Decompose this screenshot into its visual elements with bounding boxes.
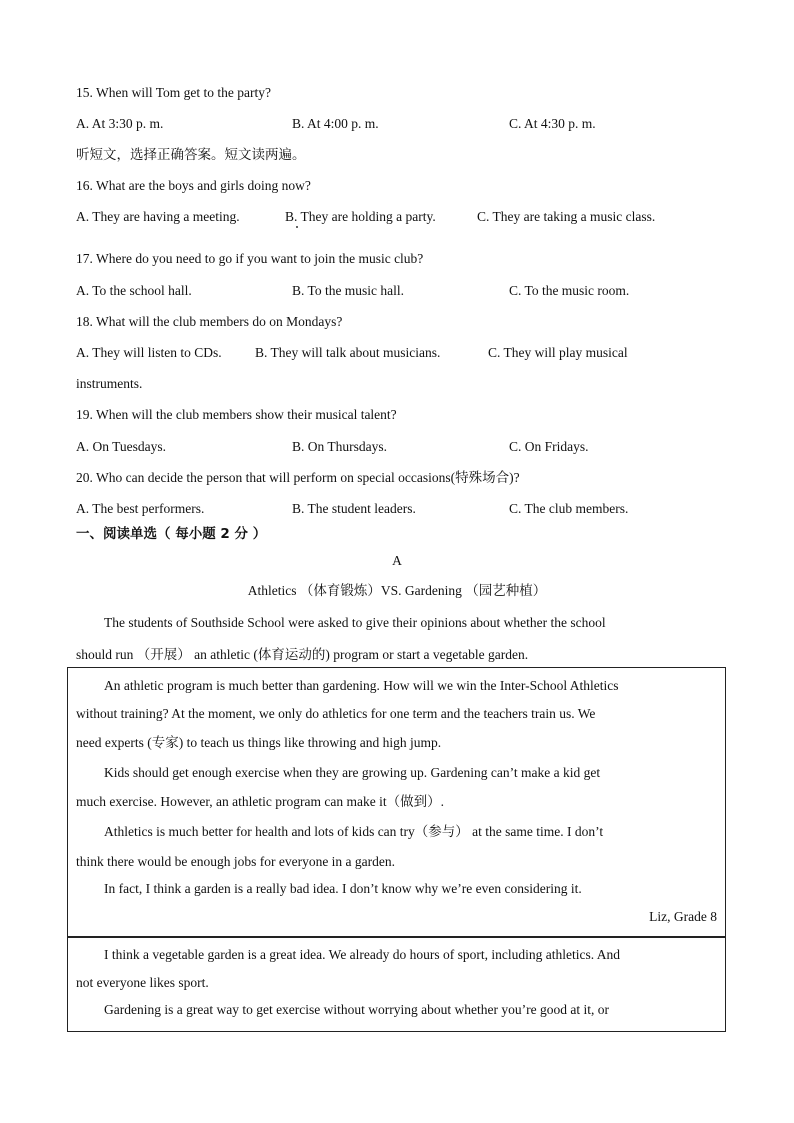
second-line-3: Gardening is a great way to get exercise without worrying about whether you’re good at it, or [104,1002,609,1017]
second-line-2: not everyone likes sport. [76,975,209,990]
q15-option-a: A. At 3:30 p. m. [76,116,164,131]
q15-option-c: C. At 4:30 p. m. [509,116,596,131]
liz-line-1: An athletic program is much better than gardening. How will we win the Inter-School Athletics [104,678,619,693]
question-20: 20. Who can decide the person that will perform on special occasions(特殊场合)? [76,470,520,485]
question-18: 18. What will the club members do on Mondays? [76,314,343,329]
q15-option-b: B. At 4:00 p. m. [292,116,379,131]
passage-title: Athletics （体育锻炼）VS. Gardening （园艺种植） [247,583,547,598]
liz-line-8: In fact, I think a garden is a really bad idea. I don’t know why we’re even considering it. [104,881,582,896]
question-16: 16. What are the boys and girls doing now? [76,178,311,193]
opinion-box-second [67,937,726,1032]
section-heading: 一、阅读单选（ 每小题 2 分 ） [76,526,267,542]
liz-line-2: without training? At the moment, we only do athletics for one term and the teachers train us. We [76,706,596,721]
q16-option-b: B. They are holding a party. [285,209,436,224]
intro-line-1: The students of Southside School were asked to give their opinions about whether the school [104,615,606,630]
q18-option-c-continuation: instruments. [76,376,143,391]
q19-option-b: B. On Thursdays. [292,439,388,454]
q16-option-a: A. They are having a meeting. [76,209,240,224]
liz-signature: Liz, Grade 8 [649,909,717,924]
q16-option-c: C. They are taking a music class. [477,209,656,224]
q19-option-a: A. On Tuesdays. [76,439,167,454]
passage-letter: A [392,553,402,568]
stray-dot [296,226,298,228]
liz-line-3: need experts (专家) to teach us things like throwing and high jump. [76,735,442,750]
liz-line-6: Athletics is much better for health and lots of kids can try（参与） at the same time. I don’t [104,824,604,839]
q17-option-c: C. To the music room. [509,283,630,298]
q18-option-a: A. They will listen to CDs. [76,345,222,360]
q20-option-a: A. The best performers. [76,501,205,516]
q19-option-c: C. On Fridays. [509,439,589,454]
listening-instruction: 听短文，选择正确答案。短文读两遍。 [76,147,306,163]
opinion-box-liz [67,667,726,937]
liz-line-5: much exercise. However, an athletic program can make it（做到）. [76,794,444,809]
liz-line-7: think there would be enough jobs for everyone in a garden. [76,854,396,869]
q17-option-b: B. To the music hall. [292,283,405,298]
q20-option-b: B. The student leaders. [292,501,416,516]
second-line-1: I think a vegetable garden is a great idea. We already do hours of sport, including athletics. And [104,947,621,962]
q17-option-a: A. To the school hall. [76,283,192,298]
question-15: 15. When will Tom get to the party? [76,85,272,100]
question-19: 19. When will the club members show their musical talent? [76,407,397,422]
q18-option-c: C. They will play musical [488,345,628,360]
q20-option-c: C. The club members. [509,501,629,516]
q18-option-b: B. They will talk about musicians. [255,345,441,360]
liz-line-4: Kids should get enough exercise when they are growing up. Gardening can’t make a kid get [104,765,601,780]
question-17: 17. Where do you need to go if you want to join the music club? [76,251,424,266]
intro-line-2: should run （开展） an athletic (体育运动的) program or start a vegetable garden. [76,647,529,662]
